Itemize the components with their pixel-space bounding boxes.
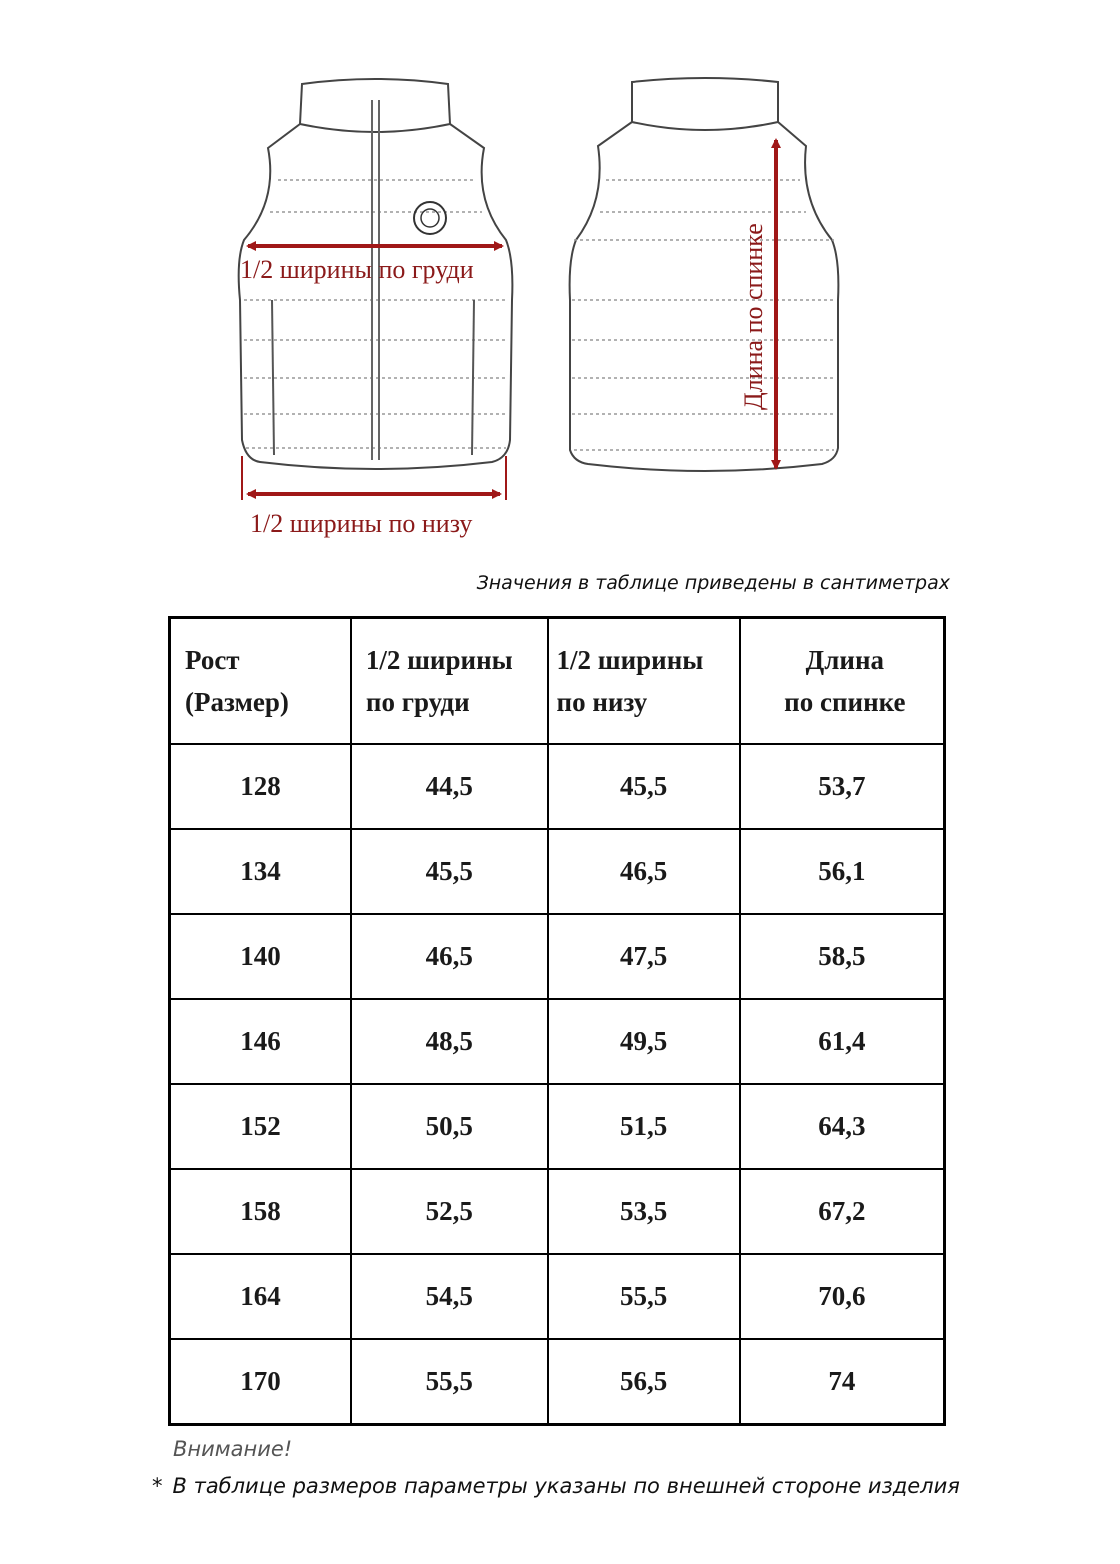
table-header-row [170,618,945,745]
footnote [152,1474,960,1498]
header-line: по груди [365,687,470,717]
cell-back-length: 70,6 [740,1254,945,1339]
size-table [168,616,946,1426]
table-row [170,1169,945,1254]
cell-height: 152 [170,1084,351,1169]
cell-height: 128 [170,744,351,829]
cell-hem-width: 45,5 [548,744,740,829]
cell-height: 134 [170,829,351,914]
cell-height: 158 [170,1169,351,1254]
footnote-text: В таблице размеров параметры указаны по внешней стороне изделия [172,1474,960,1498]
cell-hem-width: 49,5 [548,999,740,1084]
cell-hem-width: 53,5 [548,1169,740,1254]
cell-height: 140 [170,914,351,999]
cell-back-length: 58,5 [740,914,945,999]
vest-illustration [0,0,1120,560]
header-height-size [170,618,351,745]
cell-hem-width: 47,5 [548,914,740,999]
header-line: 1/2 ширины [365,645,513,675]
cell-hem-width: 55,5 [548,1254,740,1339]
vest-back-drawing [570,78,839,471]
header-line: Длина [805,645,885,675]
cell-back-length: 64,3 [740,1084,945,1169]
cell-height: 146 [170,999,351,1084]
header-back-length [740,618,945,745]
cell-back-length: 74 [740,1339,945,1425]
table-row [170,1339,945,1425]
table-body [170,744,945,1425]
cell-chest-width: 50,5 [351,1084,548,1169]
cell-chest-width: 48,5 [351,999,548,1084]
cell-chest-width: 55,5 [351,1339,548,1425]
table-row [170,744,945,829]
header-line: по низу [556,687,648,717]
chest-width-label: 1/2 ширины по груди [240,255,474,284]
table-row [170,1084,945,1169]
cell-back-length: 53,7 [740,744,945,829]
cell-chest-width: 46,5 [351,914,548,999]
footnote-star: * [152,1474,163,1498]
table-row [170,999,945,1084]
cell-chest-width: 45,5 [351,829,548,914]
cell-back-length: 56,1 [740,829,945,914]
cell-back-length: 61,4 [740,999,945,1084]
cell-height: 170 [170,1339,351,1425]
cell-hem-width: 51,5 [548,1084,740,1169]
hem-width-label: 1/2 ширины по низу [250,509,473,538]
units-note: Значения в таблице приведены в сантиметрах [476,572,950,594]
header-line: 1/2 ширины [556,645,704,675]
cell-hem-width: 56,5 [548,1339,740,1425]
header-line: (Размер) [185,687,289,717]
cell-back-length: 67,2 [740,1169,945,1254]
header-line: Рост [185,645,240,675]
cell-chest-width: 44,5 [351,744,548,829]
header-hem-width [548,618,740,745]
cell-hem-width: 46,5 [548,829,740,914]
header-line: по спинке [784,687,906,717]
cell-chest-width: 52,5 [351,1169,548,1254]
cell-chest-width: 54,5 [351,1254,548,1339]
back-length-label: Длина по спинке [739,223,768,410]
table-row [170,1254,945,1339]
attention-label: Внимание! [173,1437,293,1461]
table-row [170,914,945,999]
table-row [170,829,945,914]
cell-height: 164 [170,1254,351,1339]
header-chest-width [351,618,548,745]
